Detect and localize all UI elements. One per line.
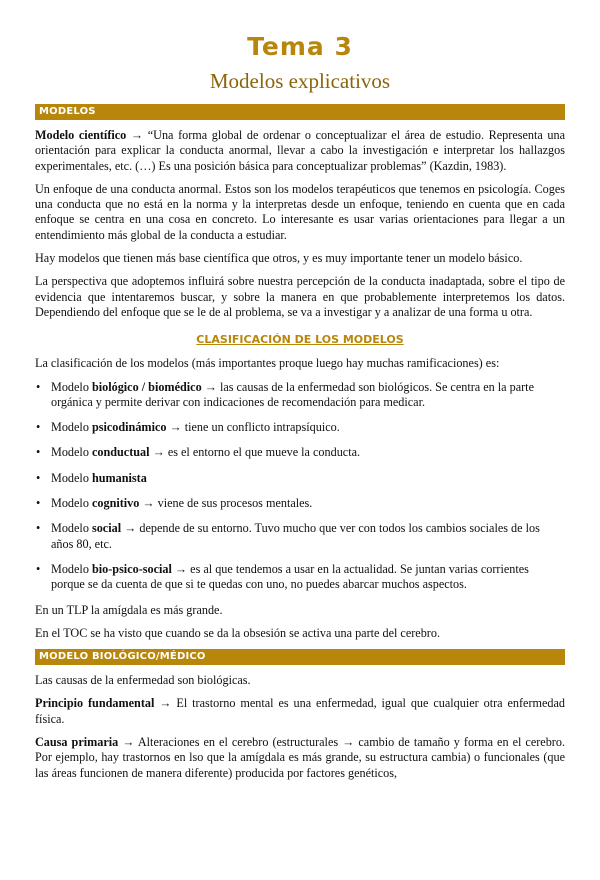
bullet: • (36, 379, 41, 394)
list-item (35, 471, 565, 486)
item-prefix: Modelo (51, 496, 92, 511)
bullet: • (36, 561, 41, 576)
bullet: • (36, 470, 41, 485)
section-header-modelos: MODELOS (35, 104, 565, 120)
list-item (35, 420, 565, 435)
item-prefix: Modelo (51, 470, 92, 485)
list-item (35, 380, 565, 411)
classification-heading: CLASIFICACIÓN DE LOS MODELOS (196, 333, 404, 347)
list-item (35, 521, 565, 552)
paragraph-perspectiva: La perspectiva que adoptemos influirá sobre nuestra percepción de la conducta inadaptada, sobre el tipo de evidencia que intentaremos buscar, y sobre la manera en que probablemente interpretemos los datos. Dependiendo del enfoque que se le de al problema, se va a investigar y a analizar de una forma u otra. (35, 274, 565, 319)
item-text: → tiene un conflicto intrapsíquico. (166, 420, 340, 435)
item-term: biológico / biomédico (91, 379, 202, 394)
paragraph-classification-intro: La clasificación de los modelos (más importantes proque luego hay muchas ramificaciones) es: (35, 356, 500, 371)
paragraph-tlp-note: En un TLP la amígdala es más grande. (35, 602, 223, 617)
item-text: → las causas de la enfermedad son biológicos. Se centra en la parte orgánica y permite derivar con indicaciones de recomendación para medicar. (51, 379, 534, 409)
paragraph-enfoque: Un enfoque de una conducta anormal. Estos son los modelos terapéuticos que tenemos en psicología. Coges una conducta que no está en la norma y la interpretas desde un enfoque, teniendo en cuenta que en cada enfoque se centra en una cosa en concreto. Lo interesante es usar varias orientaciones para llegar a un entendimiento más global de la conducta a estudiar. (35, 181, 565, 242)
item-term: conductual (91, 445, 150, 460)
page-subtitle: Modelos explicativos (209, 69, 391, 93)
item-prefix: Modelo (51, 521, 92, 536)
list-item (35, 562, 565, 593)
bullet: • (36, 521, 41, 536)
item-text: → es el entorno el que mueve la conducta. (149, 445, 361, 460)
definition-text: → El trastorno mental es una enfermedad, igual que cualquier otra enfermedad física. (35, 696, 565, 726)
item-text: → depende de su entorno. Tuvo mucho que ver con todos los cambios sociales de los años 80, etc. (51, 521, 540, 551)
section-header-biologico: MODELO BIOLÓGICO/MÉDICO (35, 649, 565, 665)
item-term: humanista (91, 470, 147, 485)
list-item (35, 496, 565, 511)
item-text: → es al que tendemos a usar en la actualidad. Se juntan varias corrientes porque se da cuenta de que si te quedas con uno, no puedes abarcar muchos aspectos. (51, 561, 529, 592)
bullet: • (36, 445, 41, 460)
list-item (35, 445, 565, 460)
paragraph-toc-note: En el TOC se ha visto que cuando se da la obsesión se activa una parte del cerebro. (35, 625, 440, 640)
definition-text: → Alteraciones en el cerebro (estructurales → cambio de tamaño y forma en el cerebro. Por ejemplo, hay trastornos en lso que la amígdala es más grande, su estructura cambia) o funcionales (que las áreas funcionen de manera diferente) producida por factores genéticos, (35, 735, 565, 780)
paragraph-causa-primaria (35, 735, 565, 781)
term-principio-fundamental: Principio fundamental (35, 696, 155, 711)
item-prefix: Modelo (51, 379, 92, 394)
bullet: • (36, 420, 41, 435)
paragraph-base-cientifica: Hay modelos que tienen más base científica que otros, y es muy importante tener un modelo básico. (35, 251, 523, 266)
page-title: Tema 3 (247, 32, 353, 61)
item-term: cognitivo (91, 496, 140, 511)
models-list (35, 380, 565, 593)
bullet: • (36, 496, 41, 511)
term-modelo-cientifico: Modelo científico (35, 128, 127, 142)
item-term: bio-psico-social (91, 561, 172, 576)
paragraph-principio-fundamental (35, 696, 565, 727)
item-prefix: Modelo (51, 445, 92, 460)
item-text: → viene de sus procesos mentales. (139, 496, 313, 511)
item-prefix: Modelo (51, 561, 92, 576)
paragraph-causas-biologicas: Las causas de la enfermedad son biológicas. (35, 673, 251, 688)
item-prefix: Modelo (51, 420, 92, 435)
definition-text: → “Una forma global de ordenar o conceptualizar el área de estudio. Representa una orientación para explicar la conducta anormal, llevar a cabo la investigación e interpretar los hallazgos experimentales, etc. (…) Es una posición básica para conceptualizar problemas” (Kazdin, 1983). (35, 128, 566, 173)
document-page (0, 32, 600, 880)
item-term: social (91, 521, 122, 536)
term-causa-primaria: Causa primaria (35, 735, 119, 750)
item-term: psicodinámico (91, 420, 167, 435)
paragraph-modelo-cientifico (35, 128, 565, 174)
